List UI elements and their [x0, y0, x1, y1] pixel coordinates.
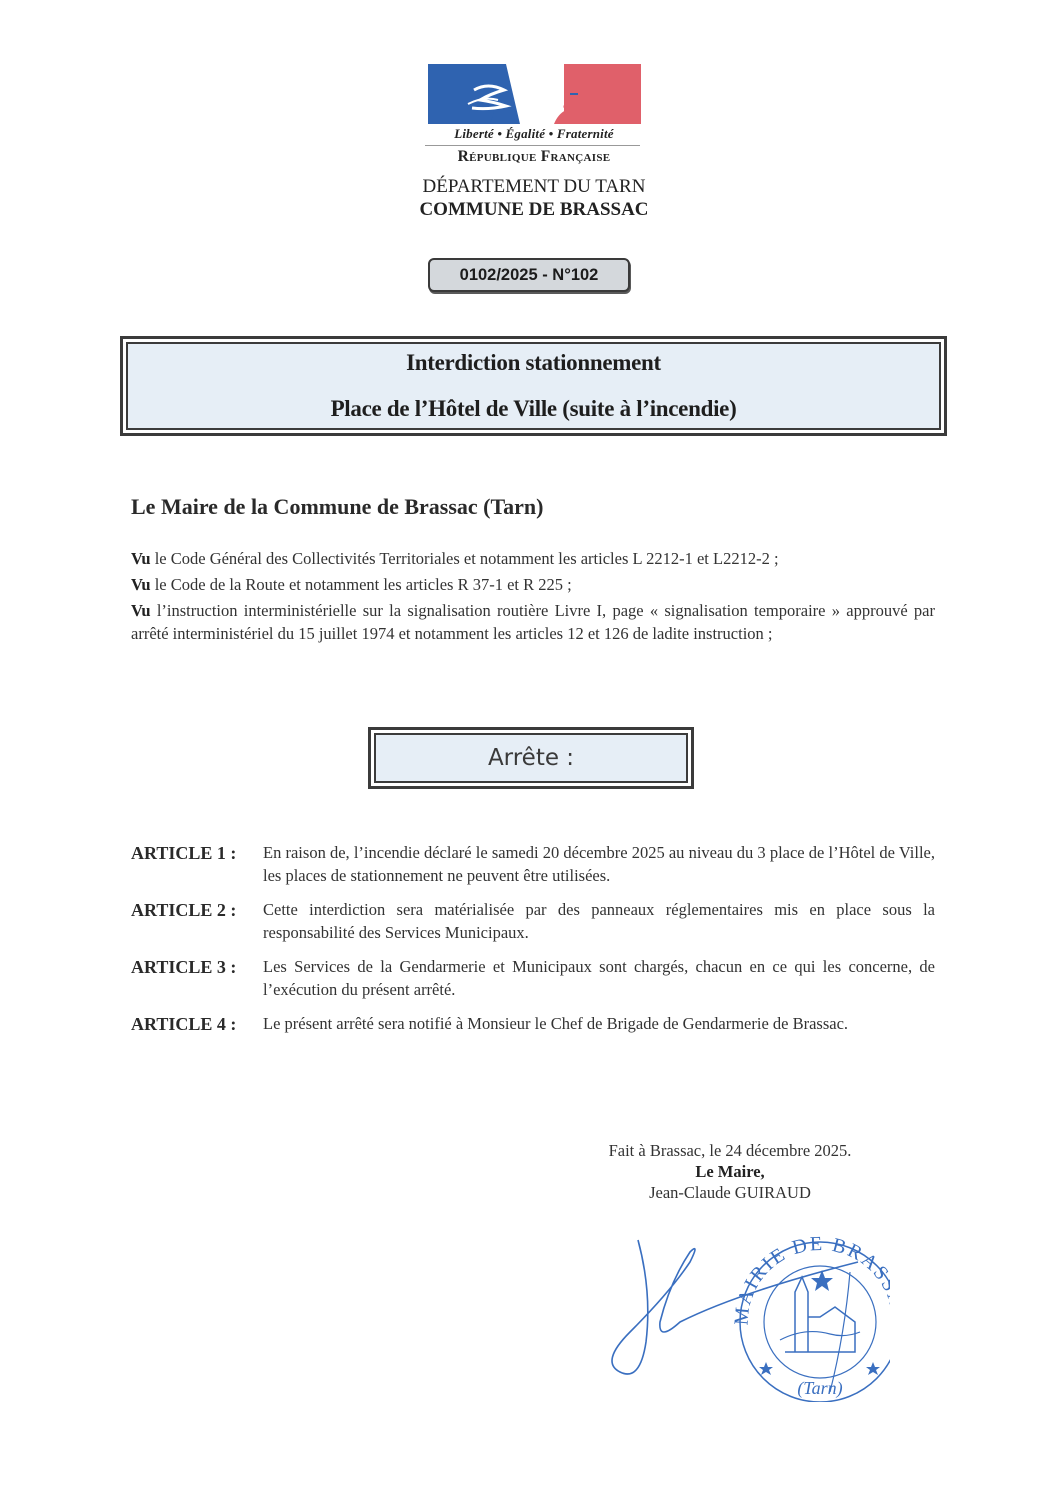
consideration-item: [131, 574, 935, 597]
stamp-top-text: MAIRIE DE BRA: [730, 1232, 884, 1327]
article-item: [131, 899, 935, 944]
signatory-title: Le Maire,: [695, 1162, 765, 1181]
article-text: Le présent arrêté sera notifié à Monsieur le Chef de Brigade de Gendarmerie de Brassac.: [263, 1014, 849, 1033]
mayor-stamp-icon: [590, 1222, 890, 1402]
commune-name: COMMUNE DE BRASSAC: [419, 199, 649, 220]
department-name: DÉPARTEMENT DU TARN: [422, 176, 646, 197]
article-item: [131, 842, 935, 887]
signature-block: [560, 1140, 900, 1203]
place-date: Fait à Brassac, le 24 décembre 2025.: [608, 1141, 852, 1160]
article-label: ARTICLE 2 :: [131, 900, 237, 920]
arrete-box: [368, 727, 694, 789]
consideration-text: le Code de la Route et notamment les articles R 37-1 et R 225 ;: [150, 575, 572, 594]
consideration-text: le Code Général des Collectivités Territoriales et notamment les articles L 2212-1 et L2212-2 ;: [150, 549, 779, 568]
consideration-lead: Vu: [131, 575, 151, 594]
arrete-label: Arrête :: [487, 745, 575, 771]
reference-number-badge: 0102/2025 - N°102: [428, 258, 630, 292]
title-line-2: Place de l’Hôtel de Ville (suite à l’incendie): [330, 396, 737, 421]
consideration-lead: Vu: [131, 601, 151, 620]
mayor-heading: Le Maire de la Commune de Brassac (Tarn): [131, 494, 544, 519]
signatory-name: Jean-Claude GUIRAUD: [649, 1183, 811, 1202]
article-text: Les Services de la Gendarmerie et Municipaux sont chargés, chacun en ce qui les concerne, de l’exécution du présent arrêté.: [263, 957, 935, 999]
stamp-bottom-text: (Tarn): [797, 1378, 843, 1398]
article-label: ARTICLE 4 :: [131, 1014, 237, 1034]
title-line-1: Interdiction stationnement: [406, 350, 661, 375]
consideration-lead: Vu: [131, 549, 151, 568]
marianne-logo-icon: [428, 64, 641, 124]
republic-motto: Liberté • Égalité • Fraternité: [454, 126, 614, 141]
republic-name: République Française: [457, 148, 611, 165]
article-text: En raison de, l’incendie déclaré le samedi 20 décembre 2025 au niveau du 3 place de l’Hôtel de Ville, les places de stationnement ne peuvent être utilisées.: [263, 843, 935, 885]
article-text: Cette interdiction sera matérialisée par des panneaux réglementaires mis en place sous la responsabilité des Services Municipaux.: [263, 900, 935, 942]
consideration-item: [131, 600, 935, 645]
article-label: ARTICLE 1 :: [131, 843, 237, 863]
consideration-item: [131, 548, 935, 571]
motto-divider: [425, 145, 640, 146]
article-item: [131, 956, 935, 1001]
title-box: [120, 336, 947, 436]
article-label: ARTICLE 3 :: [131, 957, 237, 977]
consideration-text: l’instruction interministérielle sur la signalisation routière Livre I, page « signalisation temporaire » approuvé par arrêté interministériel du 15 juillet 1974 et notamment les articles 12 et 126 de ladite instruction ;: [131, 601, 935, 643]
article-item: [131, 1013, 935, 1036]
